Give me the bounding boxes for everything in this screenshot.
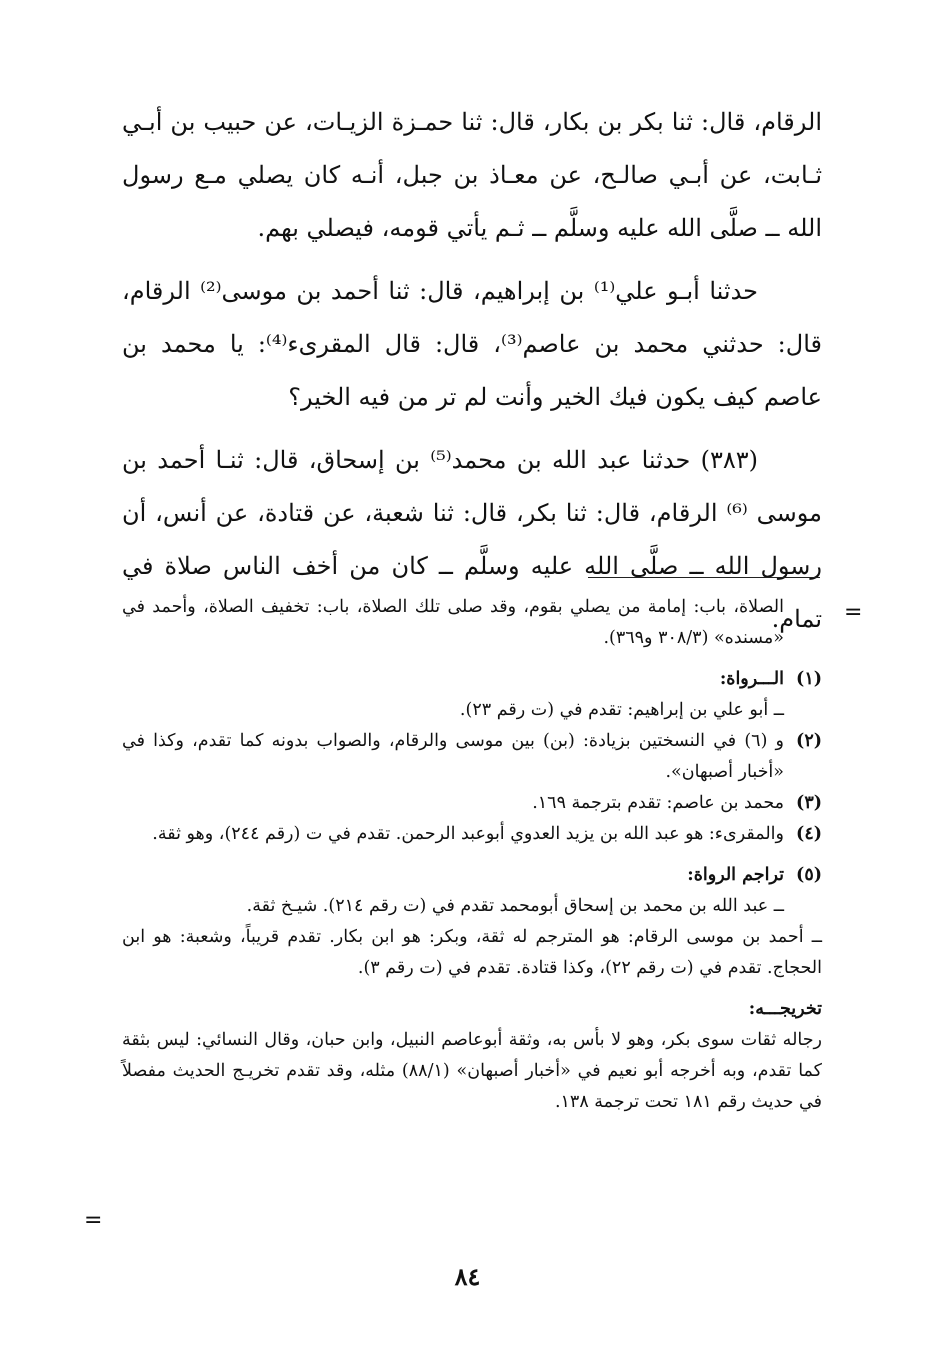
paragraph-1: الرقام، قال: ثنا بكر بن بكار، قال: ثنا حمـزة الزيـات، عن حبيب بن أبـي ثـابت، عن أبـي صالـح، عن معـاذ بن جبل، أنـه كان يصلي مـع رسول الله ــ صلَّى الله عليه وسلَّم ــ ثـم يأتي قومه، فيصلي بهم. <box>122 108 822 242</box>
footnote-4 <box>122 819 822 850</box>
takhrij-heading: تخريجـــه: <box>748 999 822 1019</box>
footnote-2 <box>122 726 822 788</box>
footnote-text: محمد بن عاصم: تقدم بترجمة ١٦٩. <box>532 793 784 813</box>
footnote-1 <box>122 664 822 695</box>
footnote-1-line: ــ أبو علي بن إبراهيم: تقدم في (ت رقم ٢٣). <box>459 700 784 720</box>
takhrij-text: رجاله ثقات سوى بكر، وهو لا بأس به، وثقة أبوعاصم النبيل، وابن حبان، وقال النسائي: ليس بثقة كما تقدم، وبه أخرجه أبو نعيم في «أخبار أصبهان» (٨٨/١) مثله، وقد تقدم تخريـج الحديث مفصلاً في حديث رقم ١٨١ تحت ترجمة ١٣٨. <box>122 1030 823 1112</box>
footnote-number: (٣) <box>796 793 822 813</box>
footnote-number: (٥) <box>796 865 822 885</box>
footnote-number: (١) <box>796 669 822 689</box>
footnote-5-line-1: ــ عبد الله بن محمد بن إسحاق أبومحمد تقدم في (ت رقم ٢١٤). شيـخ ثقة. <box>246 896 784 916</box>
footnote-heading: الـــرواة: <box>719 669 784 689</box>
footnote-3 <box>122 788 822 819</box>
paragraph-2: حدثنا أبـو علي⁽¹⁾ بن إبراهيم، قال: ثنا أحمد بن موسى⁽²⁾ الرقام، قال: حدثني محمد بن عاصم⁽³⁾، قال: قال المقرىء⁽⁴⁾: يا محمد بن عاصم كيف يكون فيك الخير وأنت لم تر من فيه الخير؟ <box>122 277 822 411</box>
footnote-separator <box>588 577 820 578</box>
continuation-mark: = <box>844 600 863 625</box>
footnote-text: و (٦) في النسختين بزيادة: (بن) بين موسى والرقام، والصواب بدونه كما تقدم، وكذا في «أخبار أصبهان». <box>122 731 785 782</box>
footnote-5-line-2: ــ أحمد بن موسى الرقام: هو المترجم له ثقة، وبكر: هو ابن بكار. تقدم قريباً، وشعبة: هو ابن الحجاج. تقدم في (ت رقم ٢٢)، وكذا قتادة. تقدم في (ت رقم ٣). <box>122 927 822 978</box>
footnote-heading: تراجم الرواة: <box>687 865 784 885</box>
footnote-5 <box>122 860 822 891</box>
footnote-number: (٤) <box>796 824 822 844</box>
footnote-continuation: الصلاة، باب: إمامة من يصلي بقوم، وقد صلى تلك الصلاة، باب: تخفيف الصلاة، وأحمد في «مسنده» (٣٠٨/٣ و٣٦٩). <box>122 597 784 648</box>
paragraph-3-hadith-383: (٣٨٣) حدثنا عبد الله بن محمد⁽⁵⁾ بن إسحاق، قال: ثنـا أحمد بن موسى ⁽⁶⁾ الرقام، قال: ثنا بكر، قال: ثنا شعبة، عن قتادة، عن أنس، أن رسول الله ــ صلَّى الله عليه وسلَّم ــ كان من أخف الناس صلاة في تمام. <box>122 446 823 633</box>
footnotes <box>122 592 822 1118</box>
footnote-text: والمقرىء: هو عبد الله بن يزيد العدوي أبوعبد الرحمن. تقدم في ت (رقم ٢٤٤)، وهو ثقة. <box>152 824 784 844</box>
footnote-number: (٢) <box>796 731 822 751</box>
main-text <box>122 96 822 656</box>
page-number: ٨٤ <box>454 1262 481 1291</box>
continues-mark: = <box>84 1208 103 1233</box>
